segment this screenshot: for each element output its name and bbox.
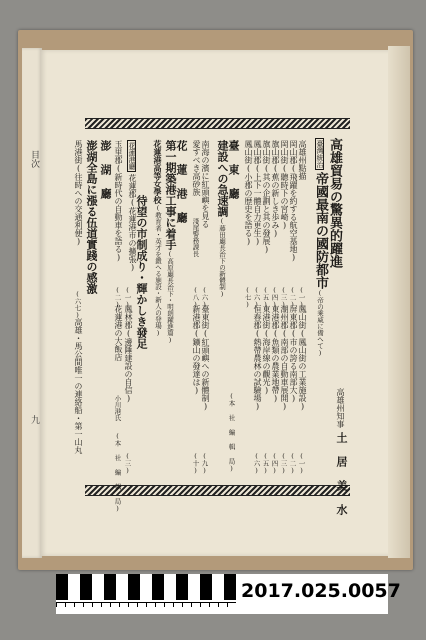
toc-entry: 岡山郡(飛躍を約する航空基地) [289,140,298,262]
article-title: 高雄貿易の驚異的躍進 [327,138,342,268]
article-heading: 建設への急速調(藤田廳長治下の新體制) [216,140,229,298]
toc-entry: 鳳山郡(上下一體自力更生) [253,140,262,246]
toc-page: (一) [123,286,132,309]
right-page-edge [388,46,410,558]
accession-number: 2017.025.0057 [241,580,401,602]
toc-page: (六) [252,452,261,475]
toc-note: 小川港氏 [113,395,122,421]
toc-entry: 馬港街(往時への交通利便) [74,140,83,246]
toc-page: (六七) [73,290,82,319]
toc-page: (一) [297,452,306,475]
toc-entry: 旗山街(其の企劃と其の發展) [262,140,271,254]
toc-entry: 岡山街(聽時下の宮崎) [280,140,289,230]
toc-entry: 東港郡(魚類の農業地帶) [271,305,280,403]
toc-page: (二) [288,286,297,309]
author-name: 土 居 美 水 [335,432,348,515]
section-heading: 澎 湖 廳 [99,140,112,199]
toc-entry: 潮州郡(南部の自動車展開) [280,305,289,411]
toc-page: (九) [200,452,209,475]
accession-tag [56,574,401,614]
toc-page: (二) [113,286,122,309]
article-title: 澎湖全島に漲る伍道實踐の感激 [85,140,98,294]
toc-entry: 新港郡(鑛山の發達は) [192,305,201,395]
section-heading: 臺 東 廳 [227,140,240,199]
article-heading: 第一期築港工事に着手(高原廳長治下・明朗躍進篇) [164,140,177,344]
scale-ruler [56,602,236,615]
credit: (本 社 編 輯 局) [113,432,122,513]
toc-page: (二) [288,452,297,475]
left-page-edge [22,48,42,558]
toc-entry: 玉里郡(新時代の自動車を語る) [114,140,123,262]
toc-note: 淺尾警務課長 [191,218,200,257]
toc-entry: 高雄・馬公間唯一の連絡船・第一山丸 [74,318,83,454]
toc-page: (三) [123,452,132,475]
toc-entry: 南海の濱に紅頭嶼を見る [201,140,210,228]
toc-page: (六) [252,286,261,309]
toc-page: (三) [279,286,288,309]
toc-entry: 花蓮港の大飯店 [114,305,123,361]
toc-entry: 高雄州點描 [298,140,307,180]
toc-page: (四) [270,286,279,309]
toc-page: (八) [191,286,200,309]
margin-page-number: 九 [29,415,39,424]
author-title: 高雄州知事 [336,388,345,428]
toc-page: (五) [261,452,270,475]
toc-page: (六) [200,286,209,309]
toc-page: (三) [279,452,288,475]
toc-entry: 旗山郡(蕉の新しき歩み) [271,140,280,238]
section-heading: 花 蓮 港 廳 [175,140,188,223]
toc-entry: 臺東街(紅頭嶼への新體制) [201,305,210,411]
article-heading: 花蓮港高等女學校(教育者・英才を鍛へる施設・新人の登場) [153,140,163,337]
bottom-ornament-rule [85,485,350,496]
toc-page: (五) [261,286,270,309]
toc-entry: 恒春郡(熱帶農林の試驗場) [253,305,262,411]
toc-page: (四) [270,452,279,475]
toc-entry: 屏東郡(市の誇る南部大) [289,305,298,403]
toc-entry: 鳳山街(小郡の歴史を語る) [244,140,253,246]
toc-page: (十) [191,452,200,475]
margin-side-label: 目次 [29,150,39,168]
badge: 臺灣統治 [316,140,324,168]
credit: (本 社 編 輯 局) [227,392,236,473]
toc-entry: 鳳林郡(邊陲建設の自信) [124,305,133,403]
toc-page: (一) [297,286,306,309]
toc-entry: 鳳山街(鳳山街の工業施設) [298,305,307,411]
article-heading: 臺灣統治帝國最南の國防都市(帝の乘威に備へて) [313,140,328,357]
toc-entry: 東港街(海岸線の觀光) [262,305,271,395]
toc-entry: 花蓮港廳花蓮郡(花蓮港市の擴張) [128,142,137,272]
top-ornament-rule [85,118,350,129]
toc-entry: 愛すべき高砂族 [192,140,201,196]
toc-page: (七) [243,286,252,309]
article-title: 待望の市制成り・輝かしき發足 [135,195,148,349]
